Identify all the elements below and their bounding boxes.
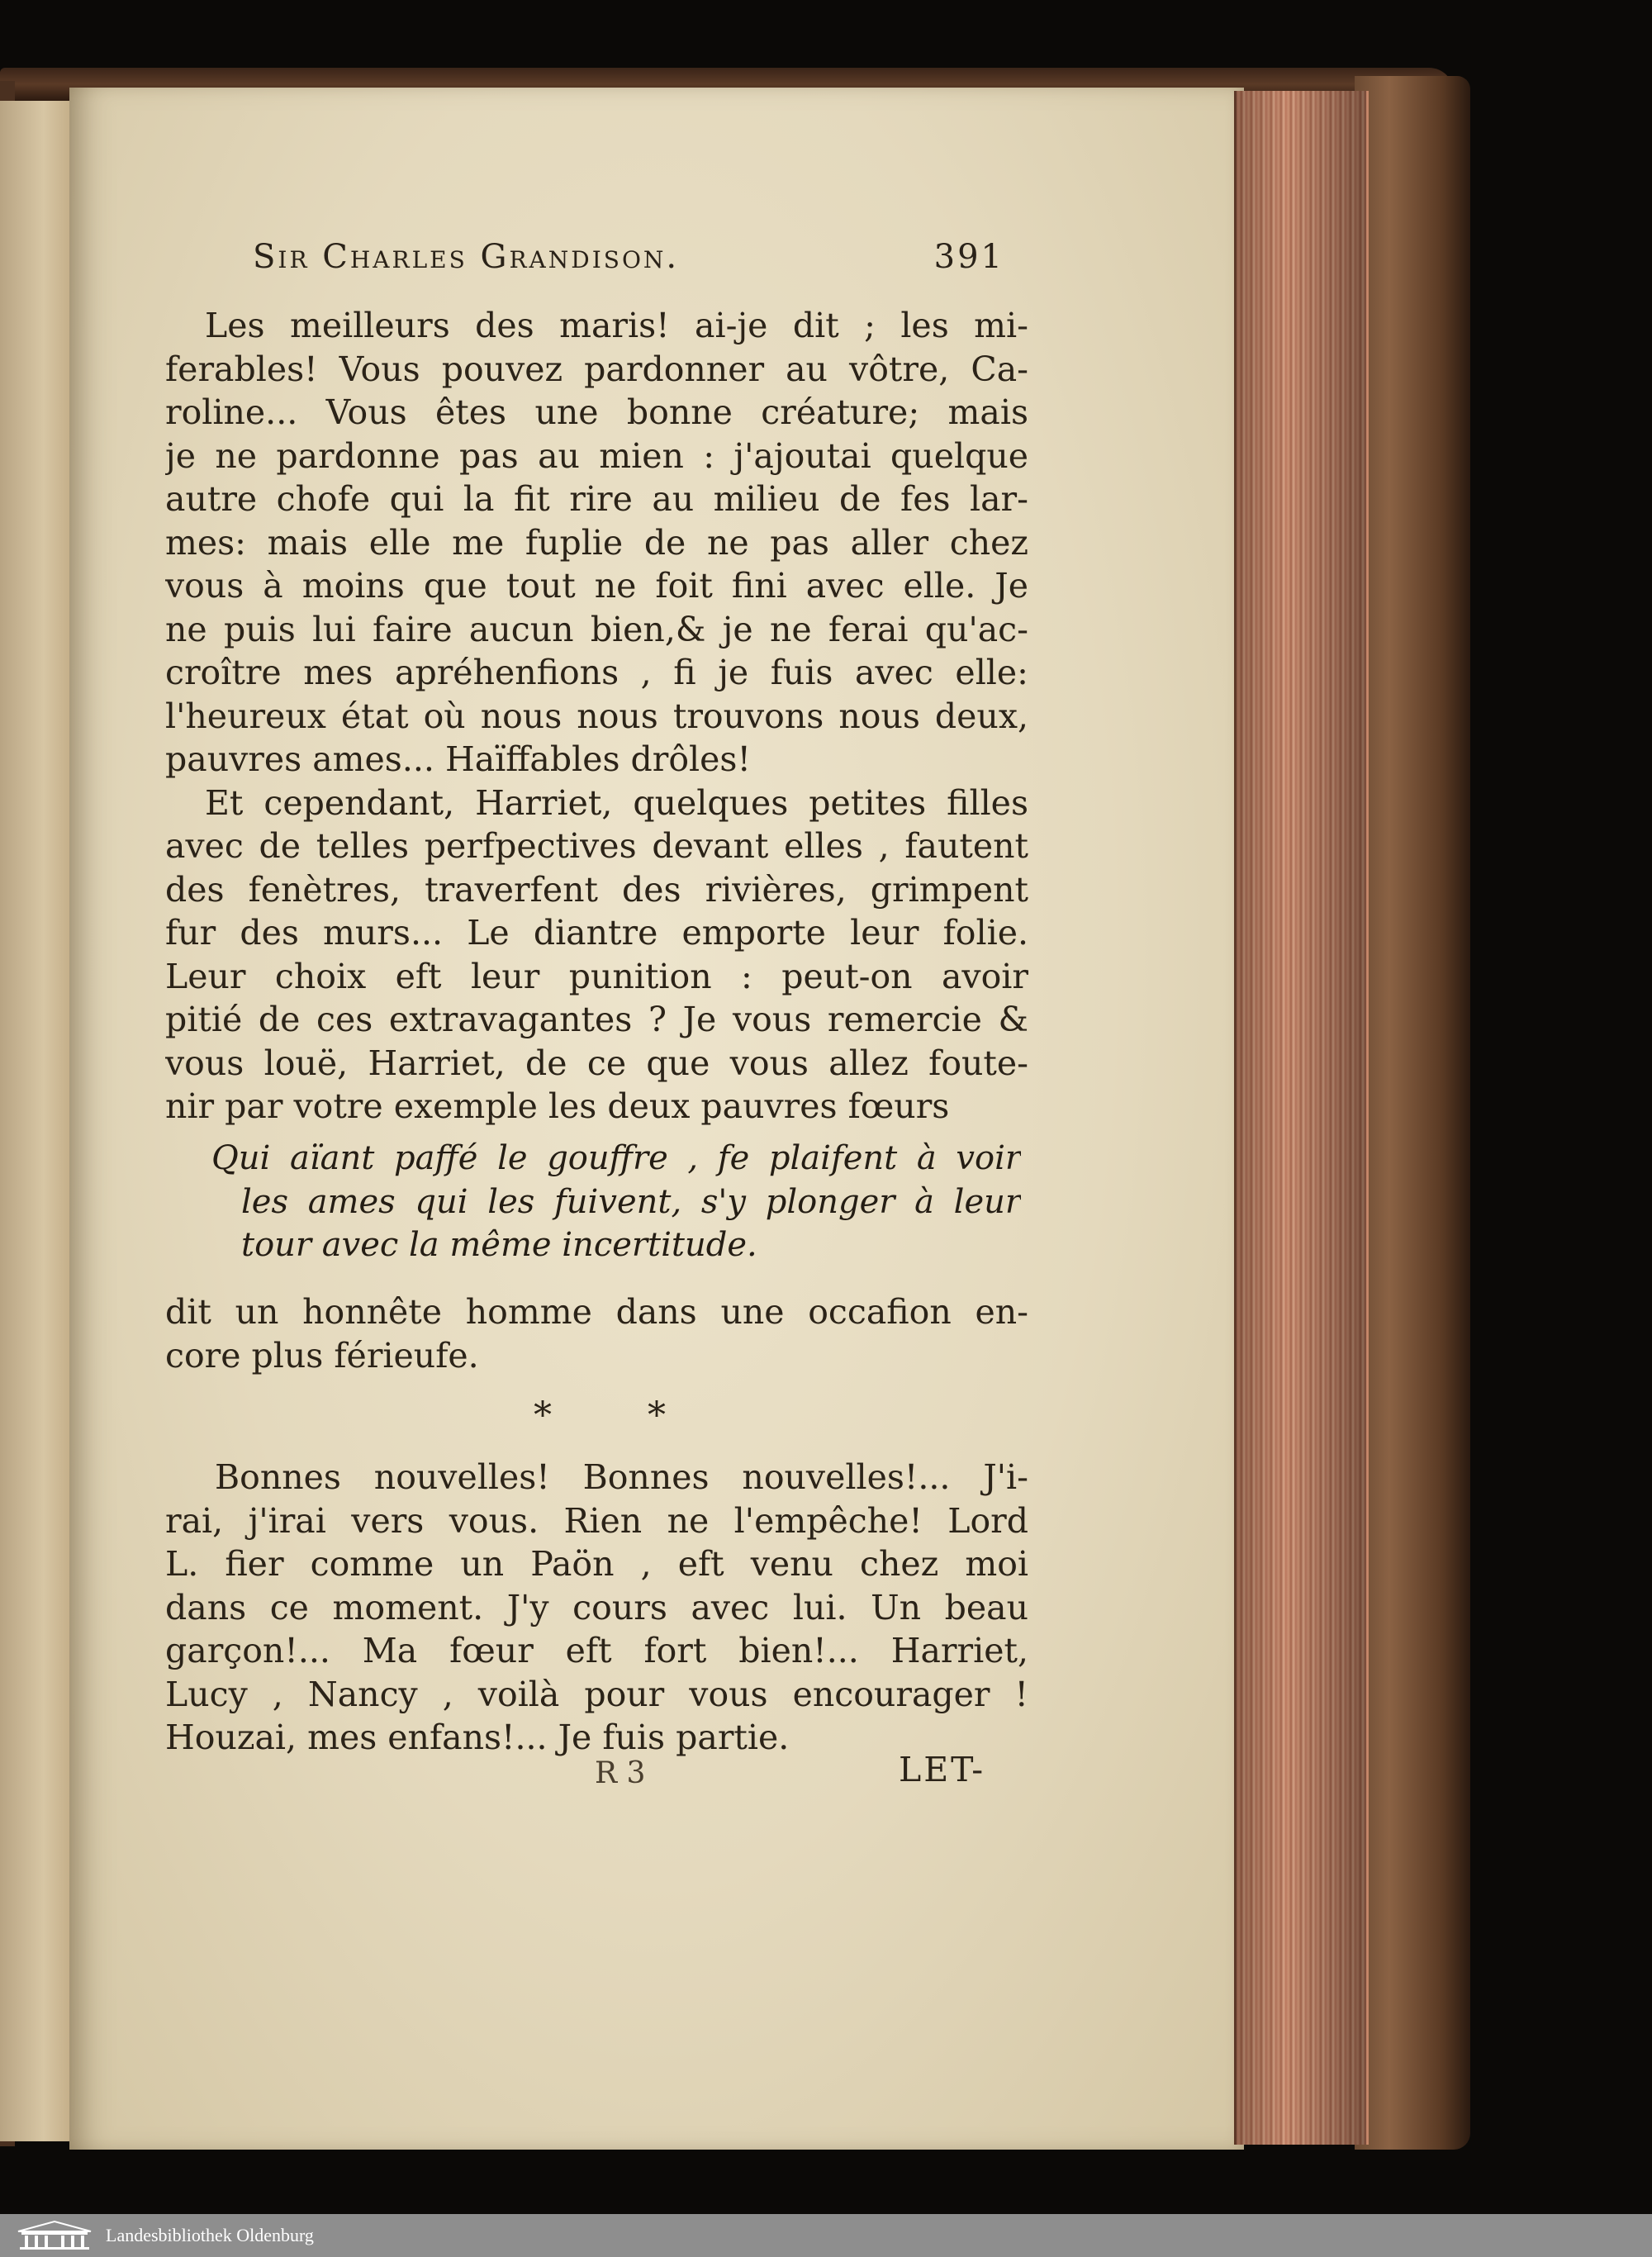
asterism-star: *	[648, 1395, 666, 1437]
quote-line: Qui aïant paffé le gouffre , fe plaifent à voir	[211, 1139, 1021, 1177]
page-edges-shade	[1234, 91, 1366, 2145]
text-line: nir par votre exemple les deux pauvres fœurs	[165, 1086, 950, 1126]
text-line: pitié de ces extravagantes ? Je vous remercie &	[165, 1000, 1028, 1039]
text-line: des fenètres, traverfent des rivières, grimpent	[165, 869, 1028, 910]
signature-mark: R 3	[595, 1756, 646, 1790]
text-line: Bonnes nouvelles! Bonnes nouvelles!... J'i-	[215, 1457, 1028, 1497]
page-number: 391	[933, 238, 1004, 276]
text-line: pauvres ames... Haïffables drôles!	[165, 739, 751, 779]
paragraph-1	[165, 304, 1028, 1128]
text-line: Les meilleurs des maris! ai-je dit ; les mi-	[205, 306, 1028, 345]
text-line: roline... Vous êtes une bonne créature; mais	[165, 392, 1028, 432]
library-footer	[0, 2214, 1652, 2257]
text-line: dans ce moment. J'y cours avec lui. Un beau	[165, 1587, 1028, 1627]
text-line: croître mes apréhenfions , fi je fuis avec elle:	[165, 653, 1028, 692]
page-header	[253, 238, 1004, 284]
text-line: fur des murs... Le diantre emporte leur folie.	[165, 913, 1028, 953]
text-line: autre chofe qui la fit rire au milieu de fes lar-	[165, 479, 1028, 519]
text-line: avec de telles perfpectives devant elles , fautent	[165, 826, 1028, 866]
text-line: garçon!... Ma fœur eft fort bien!... Harriet,	[165, 1631, 1028, 1670]
quote-line: tour avec la même incertitude.	[241, 1226, 757, 1264]
text-line: Et cependant, Harriet, quelques petites filles	[205, 782, 1028, 823]
text-line: dit un honnête homme dans une occafion en-	[165, 1292, 1028, 1332]
library-name: Landesbibliothek Oldenburg	[106, 2225, 314, 2245]
text-line: Houzai, mes enfans!... Je fuis partie.	[165, 1718, 790, 1757]
asterism-star: *	[534, 1395, 552, 1437]
text-line: core plus férieufe.	[165, 1335, 479, 1376]
text-line: Leur choix eft leur punition : peut-on avoir	[165, 956, 1028, 996]
quote-line: les ames qui les fuivent, s'y plonger à leur	[241, 1182, 1021, 1221]
running-head: Sir Charles Grandison.	[253, 238, 680, 276]
text-line: l'heureux état où nous nous trouvons nous deux,	[165, 696, 1028, 736]
verse-quote	[211, 1137, 1021, 1267]
catchword: LET-	[899, 1750, 986, 1789]
back-cover-board	[1355, 76, 1470, 2150]
library-building-icon	[15, 2220, 94, 2251]
text-line: mes: mais elle me fuplie de ne pas aller chez	[165, 522, 1028, 563]
text-line: vous à moins que tout ne foit fini avec elle. Je	[165, 566, 1028, 606]
text-line: L. fier comme un Paön , eft venu chez moi	[165, 1544, 1028, 1584]
text-line: je ne pardonne pas au mien : j'ajoutai quelque	[165, 435, 1028, 476]
text-line: vous louë, Harriet, de ce que vous allez foute-	[165, 1043, 1028, 1083]
paragraph-after-quote	[165, 1290, 1028, 1377]
text-line: rai, j'irai vers vous. Rien ne l'empêche! Lord	[165, 1500, 1028, 1541]
paragraph-3	[165, 1456, 1028, 1760]
section-break	[534, 1395, 666, 1437]
text-line: ferables! Vous pouvez pardonner au vôtre, Ca-	[165, 349, 1028, 389]
facing-page-edge	[0, 101, 74, 2141]
text-line: Lucy , Nancy , voilà pour vous encourager !	[165, 1674, 1028, 1714]
text-line: ne puis lui faire aucun bien,& je ne ferai qu'ac-	[165, 609, 1028, 649]
